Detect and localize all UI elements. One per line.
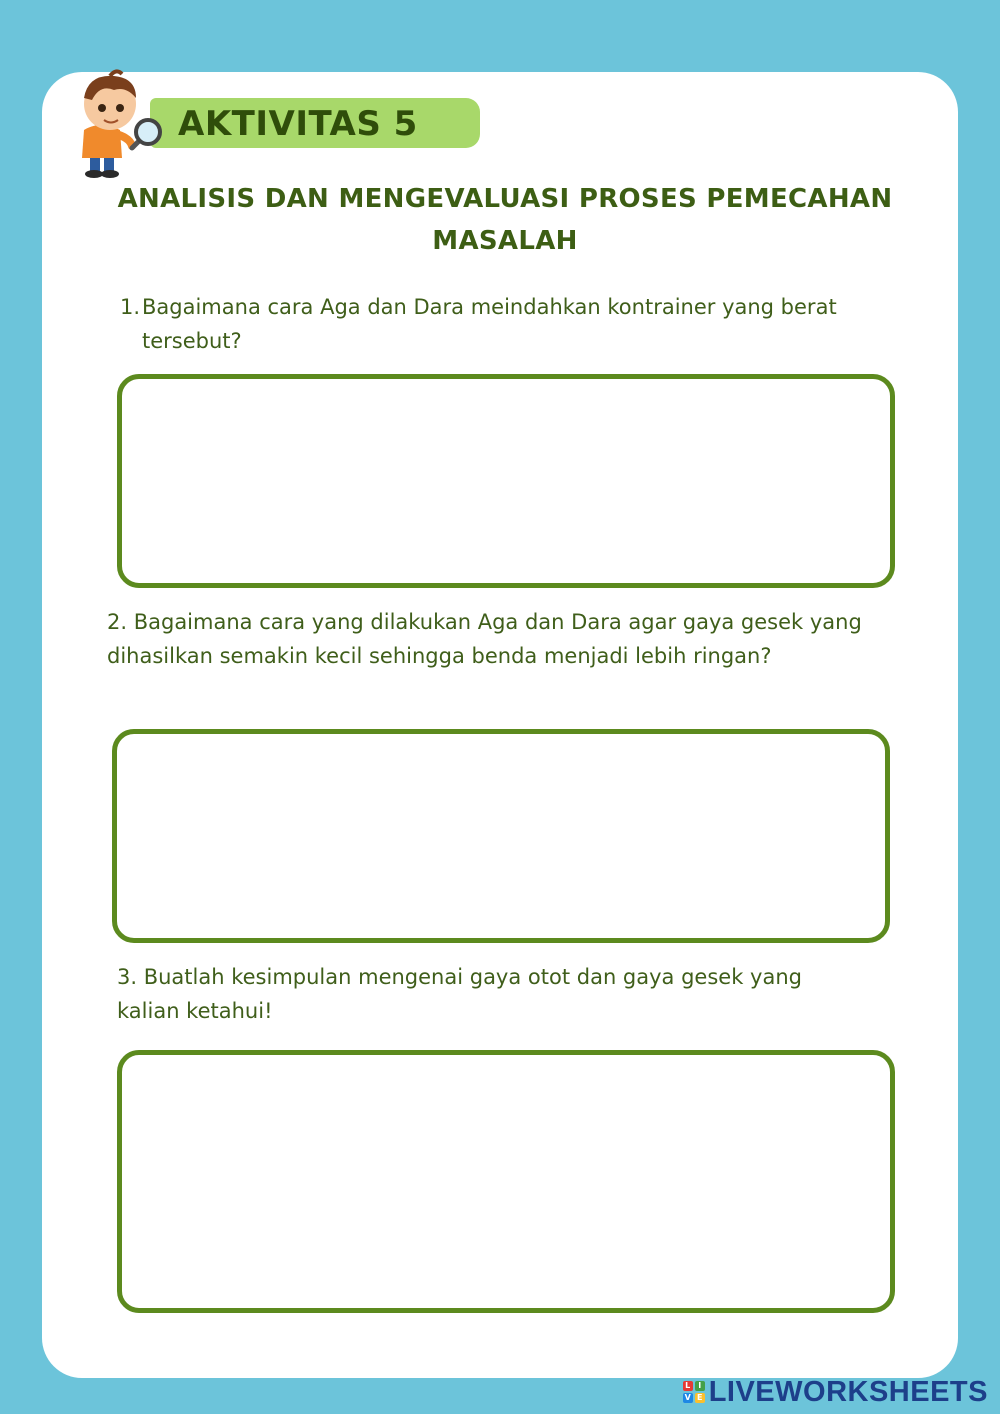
liveworksheets-footer — [683, 1375, 988, 1409]
liveworksheets-brand: LIVEWORKSHEETS — [708, 1375, 988, 1408]
answer-box-1[interactable] — [117, 374, 895, 588]
answer-box-2[interactable] — [112, 729, 890, 943]
question-1 — [120, 290, 840, 358]
question-2-text: 2. Bagaimana cara yang dilakukan Aga dan Dara agar gaya gesek yang dihasilkan semakin kecil sehingga benda menjadi lebih ringan? — [107, 610, 862, 668]
answer-box-3[interactable] — [117, 1050, 895, 1313]
page-title: ANALISIS DAN MENGEVALUASI PROSES PEMECAHAN MASALAH — [117, 184, 893, 256]
question-1-number: 1. — [120, 295, 141, 319]
question-1-text: Bagaimana cara Aga dan Dara meindahkan kontrainer yang berat tersebut? — [142, 295, 837, 353]
activity-badge-label: AKTIVITAS 5 — [178, 104, 418, 144]
boy-with-magnifier-icon — [70, 68, 170, 180]
question-3-text: 3. Buatlah kesimpulan mengenai gaya otot dan gaya gesek yang kalian ketahui! — [117, 965, 802, 1023]
liveworksheets-logo-icon: L I V E — [683, 1381, 705, 1403]
